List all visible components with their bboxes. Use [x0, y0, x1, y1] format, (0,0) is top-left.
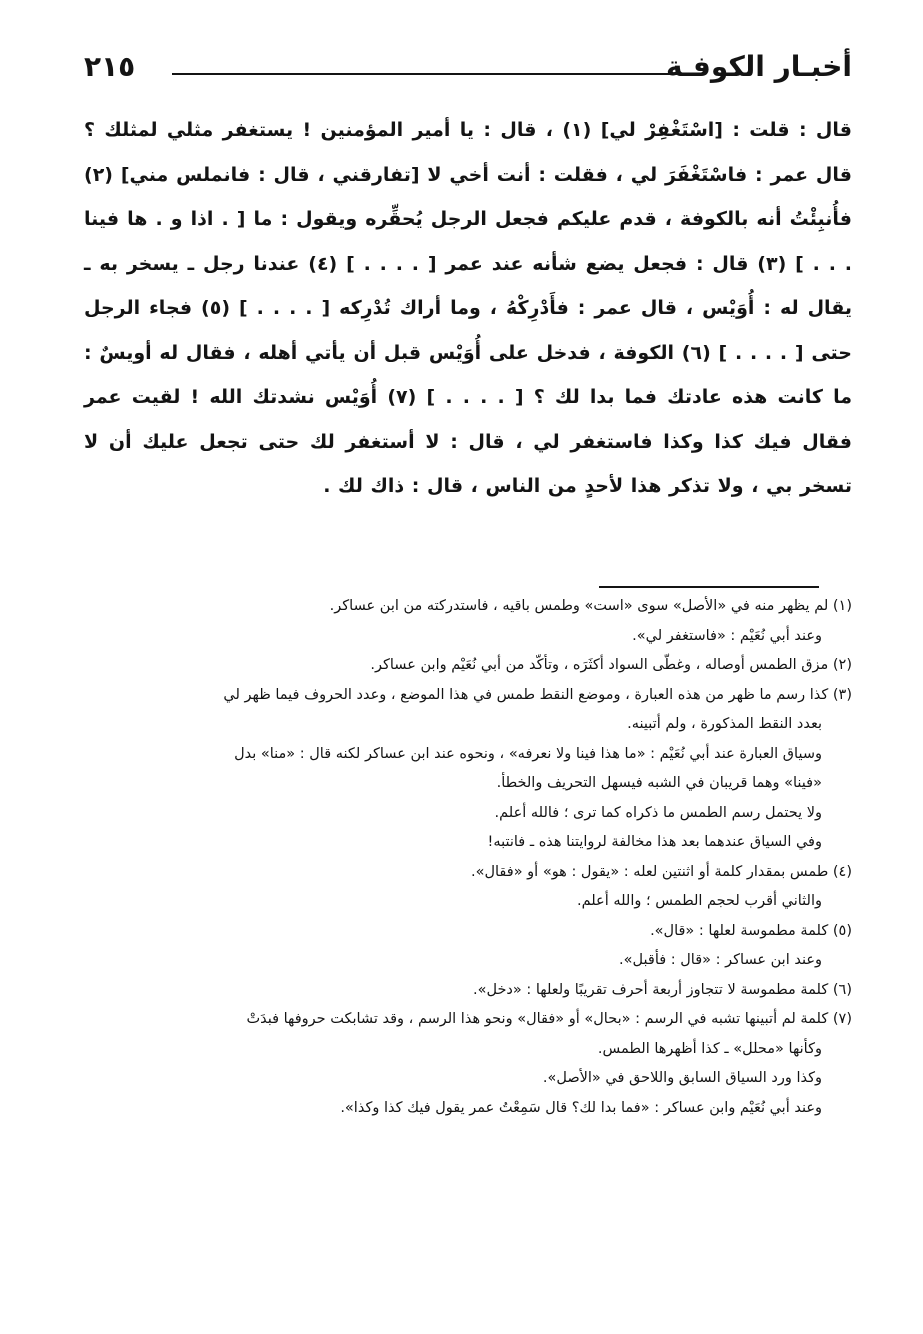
header-rule	[172, 73, 677, 75]
footnote-7-cont-3: وعند أبي نُعَيْم وابن عساكر : «فما بدا لك؟ قال سَمِعْتُ عمر يقول فيك كذا وكذا».	[340, 1099, 822, 1116]
footnote-1: (١) لم يظهر منه في «الأصل» سوى «است» وطمس باقيه ، فاستدركته من ابن عساكر.	[329, 598, 852, 614]
footnote-separator	[599, 586, 819, 588]
footnotes	[84, 592, 852, 1123]
main-paragraph: قال : قلت : [اسْتَغْفِرْ لي] (١) ، قال : يا أمير المؤمنين ! يستغفر مثلي لمثلك ؟ قال عمر : فاسْتَغْفَرَ لي ، فقلت : أنت أخي لا [تفارقني ، قال : فانملس مني] (٢) فأُنبِئْتُ أنه بالكوفة ، قدم عليكم فجعل الرجل يُحقِّره ويقول : ما [ . اذا و . ها فينا . . . ] (٣) قال : فجعل يضع شأنه عند عمر [ . . . . ] (٤) عندنا رجل ـ يسخر به ـ يقال له : أُوَيْس ، قال عمر : فأَدْرِكْهُ ، وما أراك تُدْرِكه [ . . . . ] (٥) فجاء الرجل حتى [ . . . . ] (٦) الكوفة ، فدخل على أُوَيْس قبل أن يأتي أهله ، فقال له أويسٌ : ما كانت هذه عادتك فما بدا لك ؟ [ . . . . ] (٧) أُوَيْس نشدتك الله ! لقيت عمر فقال فيك كذا وكذا فاستغفر لي ، قال : لا أستغفر لك حتى تجعل عليك أن لا تسخر بي ، ولا تذكر هذا لأحدٍ من الناس ، قال : ذاك لك .	[84, 119, 853, 497]
footnote-4-cont: والثاني أقرب لحجم الطمس ؛ والله أعلم.	[577, 893, 822, 909]
running-title: أخبـار الكوفـة	[666, 50, 852, 83]
footnote-3-cont-4: ولا يحتمل رسم الطمس ما ذكراه كما ترى ؛ فالله أعلم.	[494, 804, 822, 821]
footnote-3-cont-5: وفي السياق عندهما بعد هذا مخالفة لروايتنا هذه ـ فانتبه!	[487, 834, 822, 850]
footnote-6: (٦) كلمة مطموسة لا تتجاوز أربعة أحرف تقريبًا ولعلها : «دخل».	[472, 981, 852, 998]
footnote-5: (٥) كلمة مطموسة لعلها : «قال».	[650, 922, 852, 939]
footnote-5-cont: وعند ابن عساكر : «قال : فأقبل».	[619, 952, 822, 968]
footnote-3: (٣) كذا رسم ما ظهر من هذه العبارة ، وموضع النقط طمس في هذا الموضع ، وعدد الحروف فيما ظهر لي	[223, 686, 852, 703]
footnote-2: (٢) مزق الطمس أوصاله ، وغطّى السواد أكثَرَه ، وتأكّد من أبي نُعَيْم وابن عساكر.	[370, 657, 852, 673]
footnote-7-cont-2: وكذا ورد السياق السابق واللاحق في «الأصل».	[542, 1070, 822, 1086]
page-number: ٢١٥	[84, 50, 136, 83]
footnote-3-cont-3: «فينا» وهما قريبان في الشبه فيسهل التحريف والخطأ.	[496, 775, 822, 791]
page-header	[84, 44, 852, 96]
footnote-1-cont: وعند أبي نُعَيْم : «فاستغفر لي».	[632, 627, 822, 644]
footnote-7-cont-1: وكأنها «محلل» ـ كذا أظهرها الطمس.	[597, 1040, 822, 1057]
footnote-7: (٧) كلمة لم أتبينها تشبه في الرسم : «بحال» أو «فقال» ونحو هذا الرسم ، وقد تشابكت حروفها فبدَتْ	[246, 1011, 852, 1027]
footnote-3-cont-1: بعدد النقط المذكورة ، ولم أتبينه.	[627, 716, 822, 732]
footnote-3-cont-2: وسياق العبارة عند أبي نُعَيْم : «ما هذا فينا ولا نعرفه» ، ونحوه عند ابن عساكر لكنه قال : «منا» بدل	[234, 745, 822, 762]
footnote-4: (٤) طمس بمقدار كلمة أو اثنتين لعله : «يقول : هو» أو «فقال».	[471, 863, 852, 880]
